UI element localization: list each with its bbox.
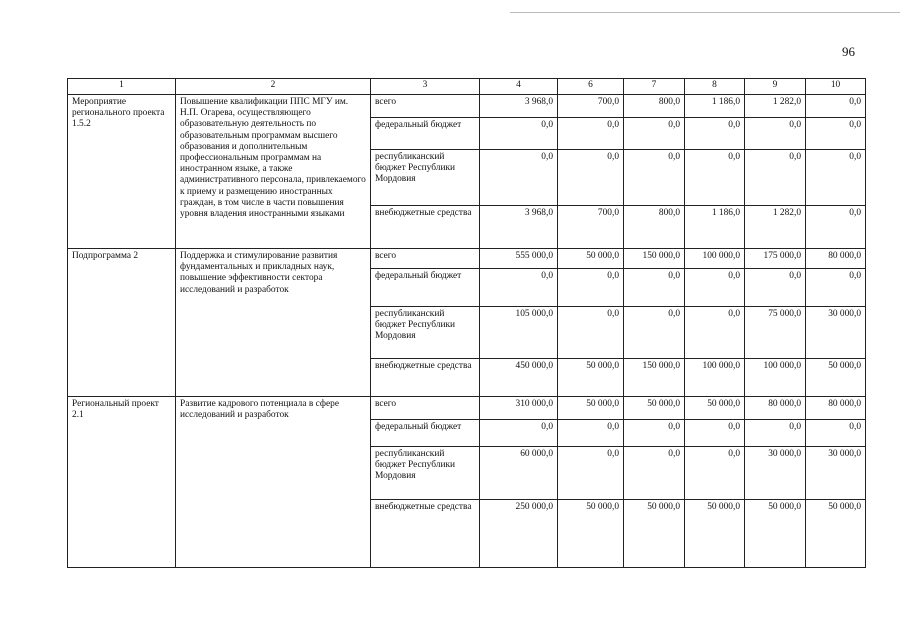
value-cell: 50 000,0 <box>745 500 806 568</box>
value-cell: 310 000,0 <box>480 397 558 420</box>
value-cell: 150 000,0 <box>624 249 685 269</box>
funding-source: федеральный бюджет <box>371 118 480 150</box>
value-cell: 0,0 <box>806 420 866 447</box>
header-cell: 7 <box>624 79 685 95</box>
value-cell: 3 968,0 <box>480 95 558 118</box>
top-rule <box>510 12 900 13</box>
value-cell: 30 000,0 <box>806 307 866 359</box>
value-cell: 0,0 <box>685 420 745 447</box>
value-cell: 50 000,0 <box>685 397 745 420</box>
value-cell: 800,0 <box>624 206 685 249</box>
value-cell: 0,0 <box>806 206 866 249</box>
value-cell: 0,0 <box>624 307 685 359</box>
value-cell: 50 000,0 <box>558 359 624 397</box>
value-cell: 0,0 <box>806 118 866 150</box>
group-description: Поддержка и стимулирование развития фундаментальных и прикладных наук, повышение эффективности сектора исследований и разработок <box>176 249 371 397</box>
value-cell: 0,0 <box>624 420 685 447</box>
value-cell: 0,0 <box>480 118 558 150</box>
page-number: 96 <box>842 44 855 59</box>
funding-source: республиканский бюджет Республики Мордовия <box>371 447 480 500</box>
value-cell: 50 000,0 <box>624 500 685 568</box>
header-cell: 1 <box>68 79 176 95</box>
value-cell: 30 000,0 <box>745 447 806 500</box>
value-cell: 0,0 <box>745 150 806 206</box>
value-cell: 50 000,0 <box>806 359 866 397</box>
value-cell: 0,0 <box>624 150 685 206</box>
value-cell: 0,0 <box>558 118 624 150</box>
header-cell: 8 <box>685 79 745 95</box>
value-cell: 50 000,0 <box>558 500 624 568</box>
funding-source: всего <box>371 95 480 118</box>
funding-source: внебюджетные средства <box>371 206 480 249</box>
group-name: Мероприятие регионального проекта 1.5.2 <box>68 95 176 249</box>
group-name: Подпрограмма 2 <box>68 249 176 397</box>
value-cell: 3 968,0 <box>480 206 558 249</box>
header-cell: 3 <box>371 79 480 95</box>
value-cell: 0,0 <box>806 150 866 206</box>
funding-source: республиканский бюджет Республики Мордовия <box>371 150 480 206</box>
funding-source: внебюджетные средства <box>371 359 480 397</box>
funding-source: республиканский бюджет Республики Мордовия <box>371 307 480 359</box>
value-cell: 0,0 <box>806 95 866 118</box>
value-cell: 0,0 <box>558 447 624 500</box>
value-cell: 50 000,0 <box>624 397 685 420</box>
value-cell: 0,0 <box>558 150 624 206</box>
value-cell: 250 000,0 <box>480 500 558 568</box>
group-description: Повышение квалификации ППС МГУ им. Н.П. Огарева, осуществляющего образовательную деятельность по образовательным программам высшего образования и дополнительным профессиональным программам на иностранном языке, а также административного персонала, привлекаемого к приему и размещению иностранных граждан, в том числе в части повышения уровня владения иностранными языками <box>176 95 371 249</box>
value-cell: 555 000,0 <box>480 249 558 269</box>
value-cell: 800,0 <box>624 95 685 118</box>
value-cell: 1 186,0 <box>685 206 745 249</box>
header-cell: 2 <box>176 79 371 95</box>
header-cell: 6 <box>558 79 624 95</box>
value-cell: 1 282,0 <box>745 95 806 118</box>
value-cell: 75 000,0 <box>745 307 806 359</box>
funding-source: всего <box>371 249 480 269</box>
header-cell: 9 <box>745 79 806 95</box>
value-cell: 50 000,0 <box>685 500 745 568</box>
group-description: Развитие кадрового потенциала в сфере исследований и разработок <box>176 397 371 568</box>
funding-source: всего <box>371 397 480 420</box>
value-cell: 0,0 <box>558 269 624 307</box>
value-cell: 0,0 <box>806 269 866 307</box>
value-cell: 450 000,0 <box>480 359 558 397</box>
value-cell: 0,0 <box>745 118 806 150</box>
table-row <box>68 249 866 269</box>
value-cell: 50 000,0 <box>558 397 624 420</box>
value-cell: 0,0 <box>480 150 558 206</box>
value-cell: 0,0 <box>745 420 806 447</box>
value-cell: 150 000,0 <box>624 359 685 397</box>
funding-source: федеральный бюджет <box>371 420 480 447</box>
value-cell: 0,0 <box>685 118 745 150</box>
value-cell: 0,0 <box>624 269 685 307</box>
value-cell: 100 000,0 <box>745 359 806 397</box>
value-cell: 0,0 <box>685 269 745 307</box>
header-row <box>68 79 866 95</box>
value-cell: 700,0 <box>558 95 624 118</box>
value-cell: 0,0 <box>558 420 624 447</box>
value-cell: 175 000,0 <box>745 249 806 269</box>
value-cell: 0,0 <box>480 420 558 447</box>
value-cell: 0,0 <box>685 150 745 206</box>
value-cell: 0,0 <box>558 307 624 359</box>
value-cell: 0,0 <box>685 447 745 500</box>
value-cell: 1 186,0 <box>685 95 745 118</box>
value-cell: 80 000,0 <box>806 397 866 420</box>
budget-table <box>67 78 866 568</box>
value-cell: 50 000,0 <box>806 500 866 568</box>
value-cell: 100 000,0 <box>685 249 745 269</box>
value-cell: 0,0 <box>685 307 745 359</box>
value-cell: 105 000,0 <box>480 307 558 359</box>
value-cell: 30 000,0 <box>806 447 866 500</box>
value-cell: 0,0 <box>624 118 685 150</box>
value-cell: 0,0 <box>480 269 558 307</box>
value-cell: 60 000,0 <box>480 447 558 500</box>
group-name: Региональный проект 2.1 <box>68 397 176 568</box>
value-cell: 1 282,0 <box>745 206 806 249</box>
table-row <box>68 95 866 118</box>
value-cell: 80 000,0 <box>806 249 866 269</box>
value-cell: 100 000,0 <box>685 359 745 397</box>
header-cell: 4 <box>480 79 558 95</box>
value-cell: 0,0 <box>624 447 685 500</box>
header-cell: 10 <box>806 79 866 95</box>
funding-source: внебюджетные средства <box>371 500 480 568</box>
funding-source: федеральный бюджет <box>371 269 480 307</box>
table-row <box>68 397 866 420</box>
value-cell: 700,0 <box>558 206 624 249</box>
value-cell: 50 000,0 <box>558 249 624 269</box>
value-cell: 0,0 <box>745 269 806 307</box>
value-cell: 80 000,0 <box>745 397 806 420</box>
